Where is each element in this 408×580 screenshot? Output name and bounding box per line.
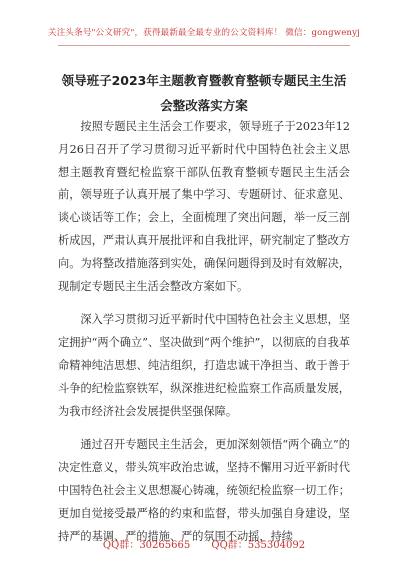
footer-qq-group-2: QQ群：535304092 (211, 540, 306, 551)
header-divider (58, 45, 350, 46)
paragraph: 深入学习贯彻习近平新时代中国特色社会主义思想，坚定拥护“两个确立”、坚决做到“两个维护”，以彻底的自我革命精神纯洁思想、纯洁组织，打造忠诚干净担当、敢于善于斗争的纪检监察铁军，纵深推进纪检监察工作高质量发展，为我市经济社会发展提供坚强保障。 (58, 313, 350, 418)
document-title: 领导班子2023年主题教育暨教育整顿专题民主生活会整改落实方案 (61, 73, 347, 113)
header-banner: 关注头条号"公文研究"，获得最新最全最专业的公文资料库！ 微信：gongwenyj (48, 28, 360, 38)
paragraph: 通过召开专题民主生活会，更加深刻领悟“两个确立”的决定性意义，带头筑牢政治忠诚，坚持不懈用习近平新时代中国特色社会主义思想凝心铸魂，统领纪检监察一切工作；更加自觉接受最严格的约束和监督，带头加强自身建设，坚持严的基调、严的措施、严的氛围不动摇，持续 (58, 438, 350, 543)
footer (0, 536, 408, 551)
document-body (58, 116, 350, 559)
footer-qq-group-1: QQ群：30265665 (102, 540, 191, 551)
paragraph: 按照专题民主生活会工作要求，领导班子于2023年12月26日召开了学习贯彻习近平新时代中国特色社会主义思想主题教育暨纪检监察干部队伍教育整顿专题民主生活会前，领导班子认真开展了集中学习、专题研讨、征求意见、谈心谈话等工作；会上，全面梳理了突出问题，举一反三剖析成因，严肃认真开展批评和自我批评，研究制定了整改方向。为将整改措施落到实处，确保问题得到及时有效解决，现制定专题民主生活会整改方案如下。 (58, 120, 350, 293)
